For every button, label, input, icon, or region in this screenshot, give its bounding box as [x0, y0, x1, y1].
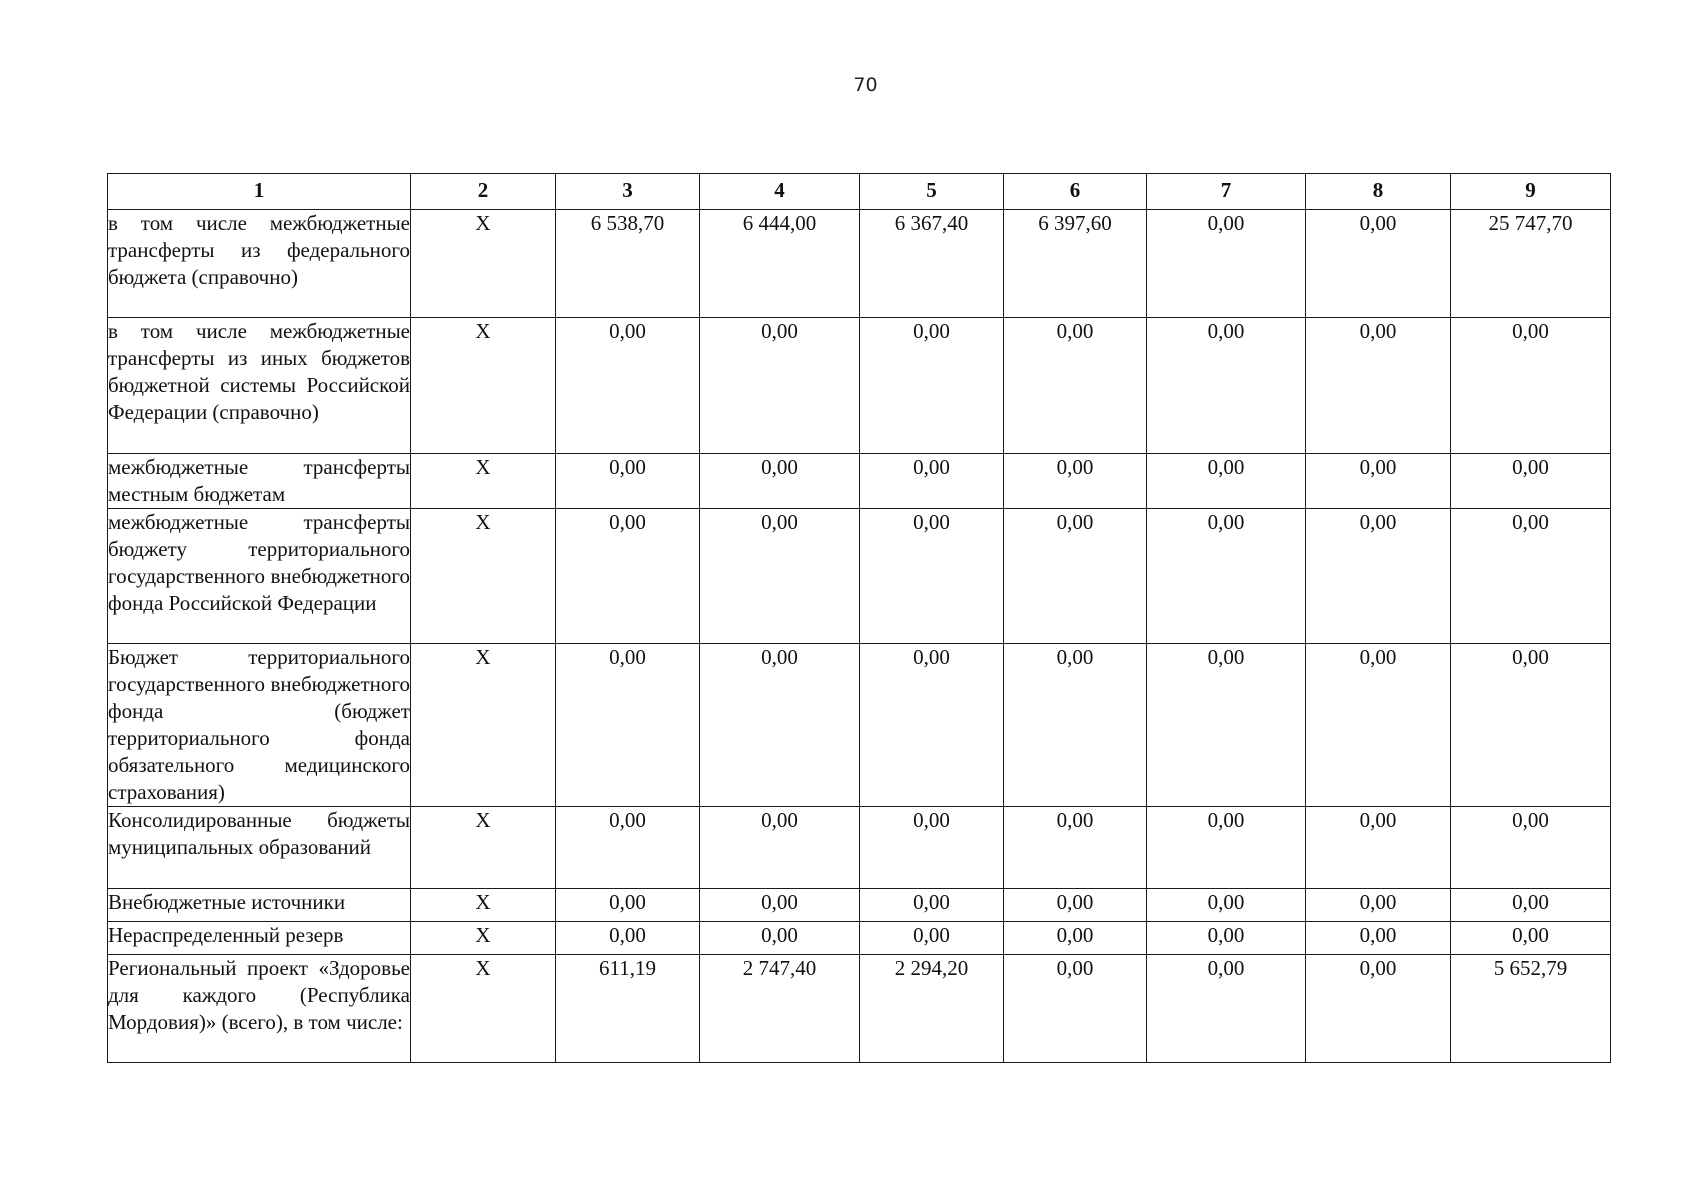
- table-cell: 0,00: [1306, 454, 1451, 509]
- table-cell: 0,00: [1451, 509, 1611, 644]
- table-cell: 0,00: [1147, 318, 1306, 454]
- table-row: [108, 889, 1611, 922]
- table-cell: 0,00: [700, 318, 860, 454]
- row-label: в том числе межбюджетные трансферты из иных бюджетов бюджетной системы Российской Федерации (справочно): [108, 318, 411, 454]
- table-cell: 0,00: [556, 807, 700, 889]
- table-cell: 611,19: [556, 955, 700, 1063]
- table-cell: 0,00: [1004, 318, 1147, 454]
- page-number: 70: [853, 74, 878, 96]
- table-cell: 0,00: [1306, 644, 1451, 807]
- table-cell: 0,00: [1306, 807, 1451, 889]
- table-cell: 0,00: [860, 509, 1004, 644]
- table-row: [108, 922, 1611, 955]
- table-cell: 0,00: [700, 922, 860, 955]
- column-header: 9: [1451, 174, 1611, 210]
- table-cell: 2 294,20: [860, 955, 1004, 1063]
- table-cell: 0,00: [1147, 644, 1306, 807]
- table-cell: 0,00: [1004, 922, 1147, 955]
- table-cell: 0,00: [1147, 454, 1306, 509]
- table-row: [108, 318, 1611, 454]
- table-cell: 0,00: [1306, 889, 1451, 922]
- column-header: 1: [108, 174, 411, 210]
- table-cell: 0,00: [1306, 210, 1451, 318]
- table-row: [108, 210, 1611, 318]
- budget-table: [107, 173, 1611, 1063]
- column-header: 4: [700, 174, 860, 210]
- column-header: 6: [1004, 174, 1147, 210]
- table-cell: 6 444,00: [700, 210, 860, 318]
- row-label: межбюджетные трансферты местным бюджетам: [108, 454, 411, 509]
- table-row: [108, 454, 1611, 509]
- row-label: межбюджетные трансферты бюджету территориального государственного внебюджетного фонда Российской Федерации: [108, 509, 411, 644]
- table-row: [108, 955, 1611, 1063]
- table-cell: 0,00: [556, 454, 700, 509]
- column-header: 2: [411, 174, 556, 210]
- table-cell: 0,00: [700, 807, 860, 889]
- column-header: 3: [556, 174, 700, 210]
- table-cell: 0,00: [700, 644, 860, 807]
- table-cell: 0,00: [556, 509, 700, 644]
- row-label: Внебюджетные источники: [108, 889, 411, 922]
- table-row: [108, 509, 1611, 644]
- table-cell: 0,00: [1306, 922, 1451, 955]
- table-cell: 0,00: [556, 922, 700, 955]
- table-cell: 0,00: [860, 807, 1004, 889]
- table-cell: 0,00: [1451, 807, 1611, 889]
- row-label: Бюджет территориального государственного внебюджетного фонда (бюджет территориального фонда обязательного медицинского страхования): [108, 644, 411, 807]
- table-cell: 0,00: [860, 454, 1004, 509]
- table-cell: 0,00: [556, 644, 700, 807]
- row-code: Х: [411, 955, 556, 1063]
- row-label: в том числе межбюджетные трансферты из федерального бюджета (справочно): [108, 210, 411, 318]
- table-cell: 0,00: [1147, 509, 1306, 644]
- row-code: Х: [411, 509, 556, 644]
- table-cell: 0,00: [1004, 955, 1147, 1063]
- row-code: Х: [411, 644, 556, 807]
- table-cell: 0,00: [1147, 955, 1306, 1063]
- header-row: [108, 174, 1611, 210]
- table-cell: 0,00: [1451, 454, 1611, 509]
- table-row: [108, 644, 1611, 807]
- table-cell: 25 747,70: [1451, 210, 1611, 318]
- row-code: Х: [411, 922, 556, 955]
- table-cell: 0,00: [1004, 454, 1147, 509]
- table-cell: 0,00: [860, 889, 1004, 922]
- table-cell: 0,00: [860, 318, 1004, 454]
- table-cell: 0,00: [1451, 922, 1611, 955]
- column-header: 7: [1147, 174, 1306, 210]
- table-cell: 0,00: [1306, 955, 1451, 1063]
- table-cell: 0,00: [700, 889, 860, 922]
- table-cell: 6 538,70: [556, 210, 700, 318]
- table-cell: 0,00: [860, 922, 1004, 955]
- table-row: [108, 807, 1611, 889]
- table-cell: 0,00: [1147, 889, 1306, 922]
- table-cell: 0,00: [1451, 644, 1611, 807]
- row-code: Х: [411, 454, 556, 509]
- row-label: Нераспределенный резерв: [108, 922, 411, 955]
- row-code: Х: [411, 318, 556, 454]
- table-cell: 2 747,40: [700, 955, 860, 1063]
- table-cell: 5 652,79: [1451, 955, 1611, 1063]
- row-code: Х: [411, 210, 556, 318]
- table-cell: 0,00: [1004, 807, 1147, 889]
- table-cell: 0,00: [1147, 922, 1306, 955]
- table-cell: 0,00: [1147, 210, 1306, 318]
- table-cell: 0,00: [1451, 889, 1611, 922]
- column-header: 8: [1306, 174, 1451, 210]
- table-cell: 0,00: [556, 318, 700, 454]
- table-cell: 0,00: [1004, 509, 1147, 644]
- table-cell: 0,00: [1306, 509, 1451, 644]
- table-cell: 0,00: [700, 454, 860, 509]
- table-cell: 0,00: [1147, 807, 1306, 889]
- row-label: Региональный проект «Здоровье для каждого (Республика Мордовия)» (всего), в том числе:: [108, 955, 411, 1063]
- table-cell: 0,00: [1306, 318, 1451, 454]
- column-header: 5: [860, 174, 1004, 210]
- row-label: Консолидированные бюджеты муниципальных образований: [108, 807, 411, 889]
- table-cell: 6 367,40: [860, 210, 1004, 318]
- row-code: Х: [411, 889, 556, 922]
- table-cell: 0,00: [860, 644, 1004, 807]
- table-cell: 0,00: [1451, 318, 1611, 454]
- row-code: Х: [411, 807, 556, 889]
- table-cell: 0,00: [700, 509, 860, 644]
- table-cell: 0,00: [1004, 644, 1147, 807]
- table-cell: 0,00: [556, 889, 700, 922]
- table-cell: 6 397,60: [1004, 210, 1147, 318]
- table-cell: 0,00: [1004, 889, 1147, 922]
